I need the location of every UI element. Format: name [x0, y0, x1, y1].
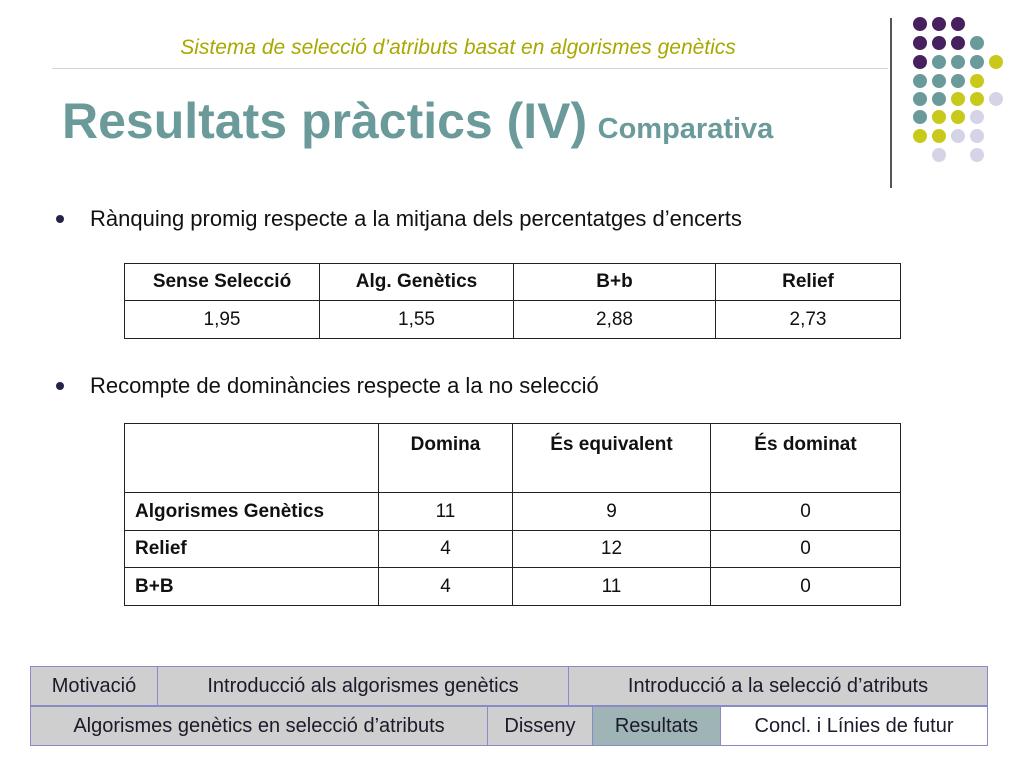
table-cell: 9: [513, 493, 711, 531]
dot: [951, 36, 965, 50]
table-cell: 2,88: [514, 301, 716, 339]
nav-motivacio[interactable]: Motivació: [30, 666, 158, 706]
section-nav-row-1: [30, 666, 988, 706]
dot: [932, 36, 946, 50]
bullet-dominance: [56, 373, 599, 399]
dot: [970, 148, 984, 162]
table-header-cell: B+b: [514, 264, 716, 301]
dot: [970, 36, 984, 50]
table-cell: 11: [513, 568, 711, 606]
dot: [989, 92, 1003, 106]
dot: [932, 129, 946, 143]
dot: [970, 55, 984, 69]
dot: [951, 74, 965, 88]
dot: [932, 55, 946, 69]
dot: [913, 36, 927, 50]
table-cell: 1,95: [125, 301, 320, 339]
slide-title-suffix: Comparativa: [597, 113, 774, 145]
dot: [932, 17, 946, 31]
table-header-cell: És equivalent: [513, 424, 711, 493]
dot: [951, 17, 965, 31]
bullet-dot-icon: [56, 382, 64, 390]
nav-ag-seleccio[interactable]: Algorismes genètics en selecció d’atributs: [30, 706, 488, 746]
table-cell: 12: [513, 531, 711, 568]
dot: [970, 129, 984, 143]
table-cell: 2,73: [716, 301, 901, 339]
dot: [913, 129, 927, 143]
slide-title-main: Resultats pràctics (IV): [62, 93, 588, 149]
dot: [989, 55, 1003, 69]
dot: [932, 148, 946, 162]
presentation-subtitle: Sistema de selecció d’atributs basat en algorismes genètics: [180, 36, 736, 59]
table-header-cell: Sense Selecció: [125, 264, 320, 301]
table-row-label: B+B: [125, 568, 379, 606]
table-cell: 0: [711, 568, 901, 606]
table-cell: 0: [711, 493, 901, 531]
table-cell: 4: [379, 568, 513, 606]
table-header-cell: Alg. Genètics: [320, 264, 514, 301]
dot: [932, 92, 946, 106]
dot: [951, 110, 965, 124]
dot: [913, 17, 927, 31]
table-header-cell: [125, 424, 379, 493]
bullet-text: Rànquing promig respecte a la mitjana dels percentatges d’encerts: [90, 206, 742, 231]
nav-conclusions[interactable]: Concl. i Línies de futur: [721, 706, 988, 746]
dot: [970, 110, 984, 124]
dot: [951, 129, 965, 143]
ranking-table: [124, 263, 901, 339]
dot: [970, 92, 984, 106]
nav-introduccio-seleccio[interactable]: Introducció a la selecció d’atributs: [569, 666, 988, 706]
dot: [913, 92, 927, 106]
vertical-divider: [890, 18, 892, 188]
table-header-cell: Relief: [716, 264, 901, 301]
dot: [951, 92, 965, 106]
dot: [970, 74, 984, 88]
dot: [932, 74, 946, 88]
slide-title: [62, 92, 773, 150]
bullet-text: Recompte de dominàncies respecte a la no selecció: [90, 373, 599, 398]
bullet-dot-icon: [56, 215, 64, 223]
dot: [913, 55, 927, 69]
subtitle-divider: [52, 68, 888, 69]
table-header-cell: Domina: [379, 424, 513, 493]
dot: [932, 110, 946, 124]
nav-resultats[interactable]: Resultats: [593, 706, 721, 746]
nav-introduccio-ag[interactable]: Introducció als algorismes genètics: [158, 666, 569, 706]
table-cell: 4: [379, 531, 513, 568]
bullet-ranking: [56, 206, 742, 232]
dominance-table: [124, 423, 901, 606]
table-cell: 1,55: [320, 301, 514, 339]
table-row-label: Relief: [125, 531, 379, 568]
dot: [913, 110, 927, 124]
dot: [951, 55, 965, 69]
dot: [913, 74, 927, 88]
table-cell: 11: [379, 493, 513, 531]
table-header-cell: És dominat: [711, 424, 901, 493]
section-nav-row-2: [30, 706, 988, 746]
nav-disseny[interactable]: Disseny: [488, 706, 593, 746]
table-row-label: Algorismes Genètics: [125, 493, 379, 531]
table-cell: 0: [711, 531, 901, 568]
